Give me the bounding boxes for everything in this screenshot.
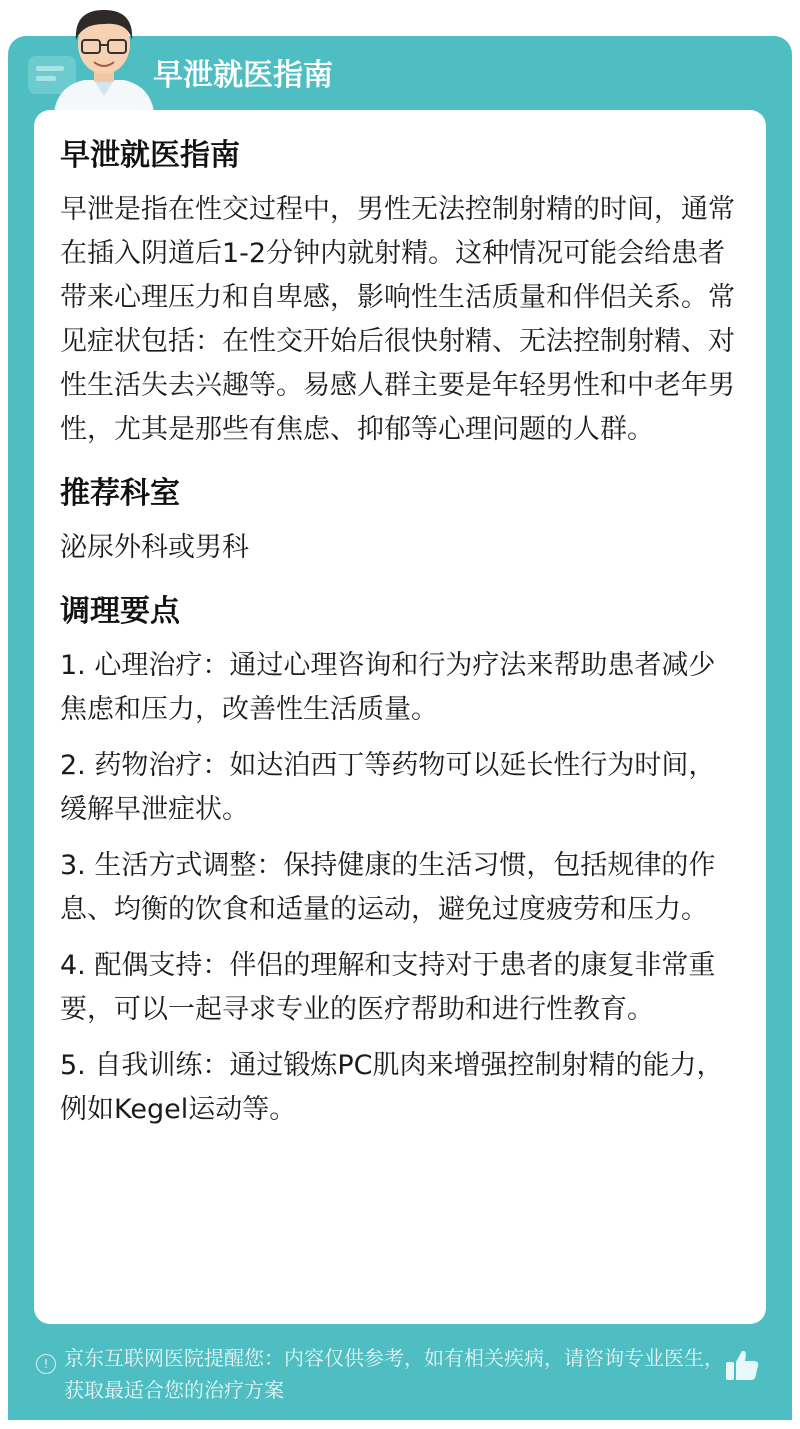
dept-text: 泌尿外科或男科: [60, 532, 249, 563]
footer: [36, 1342, 726, 1406]
care-item: 5. 自我训练：通过锻炼PC肌肉来增强控制射精的能力，例如Kegel运动等。: [60, 1050, 724, 1125]
content-card: [34, 110, 766, 1324]
care-item: 2. 药物治疗：如达泊西丁等药物可以延长性行为时间，缓解早泄症状。: [60, 750, 716, 825]
doctor-avatar: [44, 0, 164, 112]
care-heading: 调理要点: [60, 594, 180, 629]
disclaimer-text: 京东互联网医院提醒您：内容仅供参考，如有相关疾病，请咨询专业医生，获取最适合您的治疗方案: [64, 1346, 724, 1402]
dept-heading: 推荐科室: [60, 476, 180, 511]
page-title: 早泄就医指南: [153, 58, 333, 93]
care-item: 4. 配偶支持：伴侣的理解和支持对于患者的康复非常重要，可以一起寻求专业的医疗帮助和进行性教育。: [60, 950, 716, 1025]
care-item: 3. 生活方式调整：保持健康的生活习惯，包括规律的作息、均衡的饮食和适量的运动，避免过度疲劳和压力。: [60, 850, 716, 925]
intro-text: 早泄是指在性交过程中，男性无法控制射精的时间，通常在插入阴道后1-2分钟内就射精。这种情况可能会给患者带来心理压力和自卑感，影响性生活质量和伴侣关系。常见症状包括：在性交开始后很快射精、无法控制射精、对性生活失去兴趣等。易感人群主要是年轻男性和中老年男性，尤其是那些有焦虑、抑郁等心理问题的人群。: [60, 194, 735, 445]
info-icon: !: [36, 1354, 56, 1374]
thumbs-up-icon[interactable]: [722, 1346, 762, 1386]
content-body: [60, 132, 740, 1144]
care-item: 1. 心理治疗：通过心理咨询和行为疗法来帮助患者减少焦虑和压力，改善性生活质量。: [60, 650, 716, 725]
intro-heading: 早泄就医指南: [60, 138, 240, 173]
